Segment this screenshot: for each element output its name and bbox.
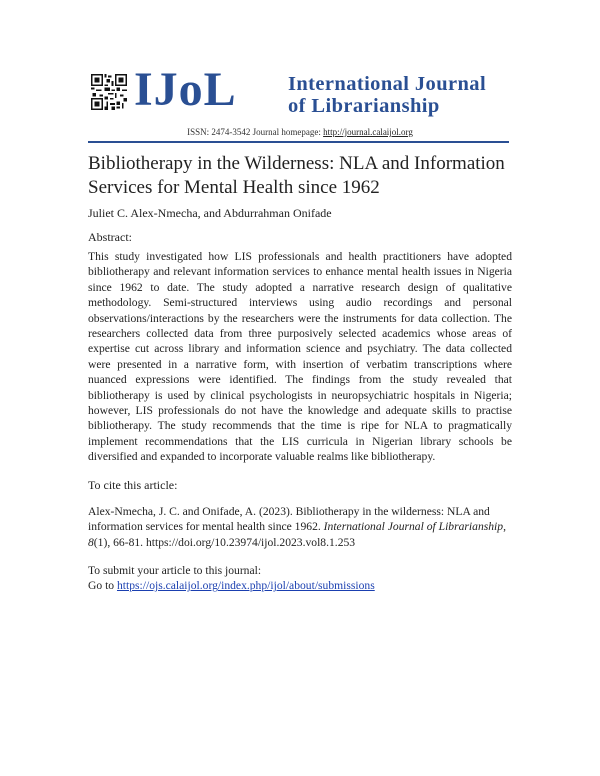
submission-link[interactable]: https://ojs.calaijol.org/index.php/ijol/about/submissions [116, 579, 375, 593]
qr-code-icon [91, 74, 127, 110]
abstract-text: This study investigated how LIS professionals and health practitioners have adopted bibliotherapy and relevant information services to enhance mental health issues in Nigeria since 1962 to date. The study adopted a narrative research design of qualitative methodology. Semi-structured interviews using audio recordings and personal observations/interactions by the researchers were the instruments for data collection. The researchers collected data from three purposively selected academics whose areas of expertise cut across library and information science and psychiatry. The data collected were presented in a narrative form, with insertion of verbatim transcriptions where nuanced expressions were identified. The findings from the study revealed that bibliotherapy is used by clinical psychologists in neuropsychiatric hospitals in Nigeria; however, LIS professionals do not have the knowledge and adequate skills to practise bibliotherapy. The study recommends that the time is ripe for NLA to pragmatically implement recommendations that the LIS curricula in Nigerian library schools be diversified and expanded to incorporate valuable realms like bibliotherapy. [88, 250, 512, 464]
journal-logo: IJoL [134, 63, 237, 116]
go-to-text: Go to [88, 579, 117, 593]
header-divider [88, 141, 509, 143]
journal-name-line1: International Journal [288, 73, 487, 95]
submission-info [88, 563, 518, 594]
issn-text: ISSN: 2474-3542 Journal homepage: [187, 127, 324, 137]
submit-label: To submit your article to this journal: [88, 564, 262, 577]
article-authors: Juliet C. Alex-Nmecha, and Abdurrahman Onifade [88, 206, 332, 220]
citation-part1: Alex-Nmecha, J. C. and Onifade, A. (2023). Bibliotherapy in the wilderness: NLA and information services for mental health since 1962. [88, 505, 490, 534]
citation-part2: (1), 66-81. https://doi.org/10.23974/ijol.2023.vol8.1.253 [93, 535, 356, 549]
journal-homepage-link[interactable]: http://journal.calaijol.org [323, 127, 413, 137]
submit-link-line [88, 578, 518, 593]
citation-volume: 8 [88, 535, 94, 549]
citation-label: To cite this article: [88, 478, 178, 492]
abstract-label: Abstract: [88, 230, 132, 244]
issn-line [0, 127, 600, 137]
citation-text [88, 504, 518, 550]
journal-name [288, 73, 486, 117]
citation-sep: , [503, 520, 506, 534]
journal-name-line2: of Librarianship [288, 95, 440, 117]
citation-journal: International Journal of Librarianship [323, 520, 504, 534]
article-title: Bibliotherapy in the Wilderness: NLA and Information Services for Mental Health since 1962 [88, 153, 505, 198]
